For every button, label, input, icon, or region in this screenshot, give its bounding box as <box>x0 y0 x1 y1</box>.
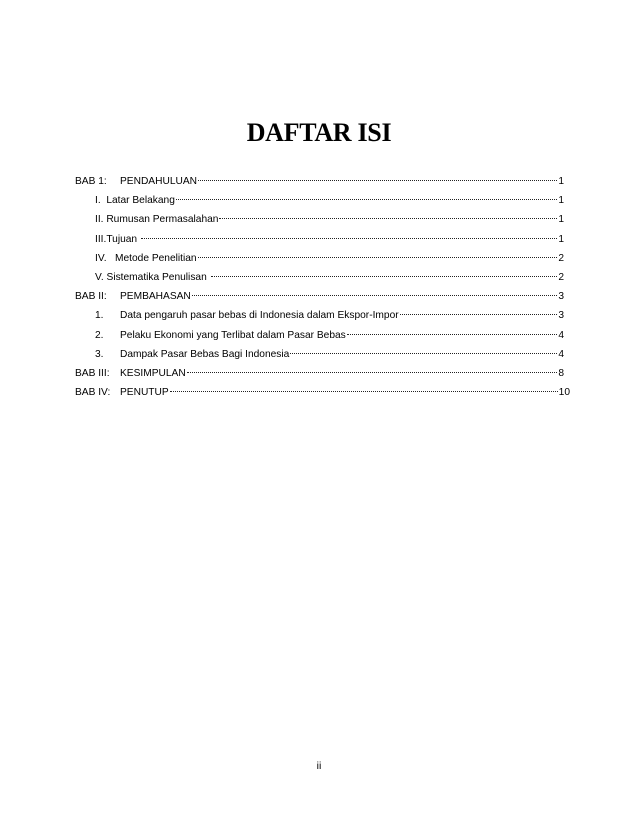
toc-entry-label: I. Latar Belakang <box>95 195 175 207</box>
toc-entry-label: KESIMPULAN <box>120 367 186 379</box>
toc-page-number: 1 <box>558 195 564 207</box>
toc-entry-bab-1[interactable] <box>75 172 564 191</box>
toc-entry-label: Dampak Pasar Bebas Bagi Indonesia <box>120 348 290 360</box>
toc-page-number: 2 <box>558 252 564 264</box>
toc-dot-leader <box>400 314 558 315</box>
toc-page-number: 1 <box>558 233 564 245</box>
toc-entry-rumusan-permasalahan[interactable] <box>75 210 564 229</box>
toc-entry-data-pengaruh[interactable] <box>75 306 564 325</box>
toc-page-number: 1 <box>558 176 564 187</box>
toc-dot-leader <box>198 257 558 258</box>
toc-entry-tujuan[interactable] <box>75 230 564 249</box>
toc-entry-bab-3[interactable] <box>75 364 564 383</box>
toc-dot-leader <box>219 218 557 219</box>
toc-chapter-number: BAB II: <box>75 291 107 303</box>
toc-entry-label: Data pengaruh pasar bebas di Indonesia dalam Ekspor-Impor <box>120 310 399 322</box>
toc-page-number: 3 <box>558 310 564 322</box>
toc-dot-leader <box>192 295 558 296</box>
toc-chapter-number: BAB IV: <box>75 387 111 399</box>
toc-entry-sistematika-penulisan[interactable] <box>75 268 564 287</box>
toc-dot-leader <box>198 180 557 181</box>
toc-entry-pelaku-ekonomi[interactable] <box>75 326 564 345</box>
toc-entry-dampak-pasar-bebas[interactable] <box>75 345 564 364</box>
toc-page-number: 8 <box>558 367 564 379</box>
toc-dot-leader <box>290 353 557 354</box>
toc-page-number: 1 <box>558 214 564 226</box>
table-of-contents <box>75 172 570 402</box>
toc-page-number: 10 <box>558 387 570 399</box>
toc-entry-label: PEMBAHASAN <box>120 291 191 303</box>
toc-entry-bab-4[interactable] <box>75 383 570 402</box>
toc-entry-label: III.Tujuan <box>95 233 140 245</box>
toc-entry-label: V. Sistematika Penulisan <box>95 271 210 283</box>
toc-dot-leader <box>211 276 558 277</box>
toc-item-number: 3. <box>95 348 104 360</box>
toc-entry-bab-2[interactable] <box>75 287 564 306</box>
toc-dot-leader <box>347 334 558 335</box>
toc-entry-label: Pelaku Ekonomi yang Terlibat dalam Pasar Bebas <box>120 329 346 341</box>
toc-page-number: 2 <box>558 271 564 283</box>
toc-page-number: 4 <box>558 329 564 341</box>
toc-entry-label: II. Rumusan Permasalahan <box>95 214 219 226</box>
toc-item-number: 2. <box>95 329 104 341</box>
page-title: DAFTAR ISI <box>246 118 392 147</box>
toc-chapter-number: BAB III: <box>75 367 110 379</box>
toc-page-number: 4 <box>558 348 564 360</box>
toc-dot-leader <box>141 238 557 239</box>
toc-entry-metode-penelitian[interactable] <box>75 249 564 268</box>
footer-page-number: ii <box>316 760 322 772</box>
toc-item-number: 1. <box>95 310 104 322</box>
toc-dot-leader <box>176 199 557 200</box>
toc-chapter-number: BAB 1: <box>75 176 107 187</box>
toc-page-number: 3 <box>558 291 564 303</box>
toc-dot-leader <box>170 391 558 392</box>
toc-entry-label: PENUTUP <box>120 387 169 399</box>
toc-entry-label: IV. Metode Penelitian <box>95 252 197 264</box>
toc-entry-label: PENDAHULUAN <box>120 176 197 187</box>
toc-entry-latar-belakang[interactable] <box>75 191 564 210</box>
toc-dot-leader <box>187 372 558 373</box>
